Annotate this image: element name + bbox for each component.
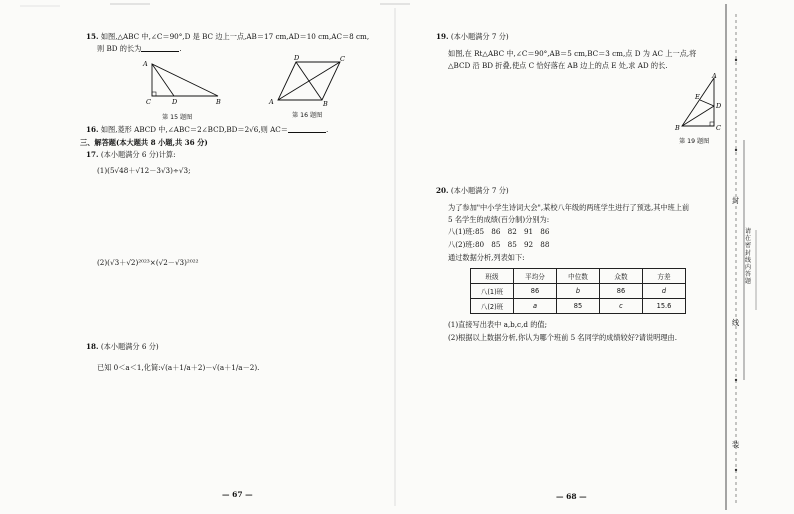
fig16-label-d: D (294, 54, 300, 62)
fig15-label-a: A (143, 60, 148, 68)
table-cell: 86 (600, 284, 643, 299)
q19-line1: 如图,在 Rt△ABC 中,∠C＝90°,AB＝5 cm,BC＝3 cm,点 D 为 AC 上一点,将 (448, 49, 697, 58)
table-header-cell: 方差 (643, 269, 686, 284)
q15-line1: 15. 如图,△ABC 中,∠C＝90°,D 是 BC 边上一点,AB＝17 cm,AD＝10 cm,AC＝8 cm, (86, 32, 370, 41)
table-header-row (471, 269, 686, 284)
table-cell: 八(1)班 (471, 284, 514, 299)
fig16-label-c: C (340, 55, 345, 63)
table-header-cell: 众数 (600, 269, 643, 284)
q20-data-table (470, 268, 686, 314)
q20-line1: 为了参加"中小学生诗词大会",某校八年级的两班学生进行了预选,其中班上前 (448, 203, 690, 212)
fig15-label-d: D (172, 98, 178, 106)
fig16-caption: 第 16 题图 (292, 112, 323, 119)
fig19-label-a: A (712, 72, 717, 80)
table-cell: 85 (557, 299, 600, 314)
binding-lines (714, 0, 794, 514)
q20-part2: (2)根据以上数据分析,你认为哪个班前 5 名同学的成绩较好?请说明理由. (448, 333, 677, 342)
q20-class2-scores: 八(2)班:80 85 85 92 88 (448, 240, 550, 249)
q20-line2: 5 名学生的成绩(百分制)分别为: (448, 215, 550, 224)
binding-char-line: 线 (732, 318, 740, 327)
binding-char-bind: 装 (732, 440, 740, 449)
table-cell: a (514, 299, 557, 314)
table-cell: d (643, 284, 686, 299)
fig19-label-b: B (675, 124, 680, 132)
table-cell: 八(2)班 (471, 299, 514, 314)
fig19-caption: 第 19 题图 (679, 138, 710, 145)
q19-line2: △BCD 沿 BD 折叠,使点 C 恰好落在 AB 边上的点 E 处,求 AD 的长. (448, 61, 668, 70)
table-row (471, 284, 686, 299)
fig19-label-e: E (695, 93, 700, 101)
table-cell: b (557, 284, 600, 299)
q20-title: 20. (本小题满分 7 分) (436, 186, 509, 195)
section-heading: 三、解答题(本大题共 8 小题,共 36 分) (80, 138, 208, 147)
fig15-caption: 第 15 题图 (162, 114, 193, 121)
q17-part1: (1)(5√48＋√12－3√3)÷√3; (97, 166, 191, 175)
fig16-label-a: A (269, 98, 274, 106)
fig16-label-b: B (323, 100, 328, 106)
q18-text: 已知 0＜a＜1,化简:√(a＋1/a＋2)－√(a＋1/a－2). (97, 363, 260, 372)
q17-part2: (2)(√3＋√2)²⁰²³×(√2－√3)²⁰²² (97, 258, 199, 267)
page-number-right: — 68 — (556, 492, 587, 501)
table-cell: 86 (514, 284, 557, 299)
fig19-label-d: D (716, 102, 722, 110)
figure-15 (140, 58, 235, 110)
fig19-label-c: C (716, 124, 721, 132)
binding-char-seal: 封 (732, 196, 740, 205)
table-row (471, 299, 686, 314)
q15-answer-blank[interactable] (141, 44, 179, 52)
binding-margin (714, 0, 794, 514)
figure-16 (268, 54, 348, 106)
q20-line3: 通过数据分析,列表如下: (448, 253, 525, 262)
table-cell: 15.6 (643, 299, 686, 314)
binding-instruction: 请在密封线内答题 (745, 228, 752, 286)
q19-title: 19. (本小题满分 7 分) (436, 32, 509, 41)
table-header-cell: 平均分 (514, 269, 557, 284)
table-header-cell: 班级 (471, 269, 514, 284)
fig15-label-b: B (216, 98, 221, 106)
table-header-cell: 中位数 (557, 269, 600, 284)
q15-line2: 则 BD 的长为 . (97, 44, 182, 53)
page-number-left: — 67 — (222, 490, 253, 499)
fig15-label-c: C (146, 98, 151, 106)
q20-part1: (1)直接写出表中 a,b,c,d 的值; (448, 320, 548, 329)
q16-answer-blank[interactable] (288, 125, 326, 133)
q16: 16. 如图,菱形 ABCD 中,∠ABC＝2∠BCD,BD＝2√6,则 AC＝ . (86, 125, 329, 134)
q17-title: 17. (本小题满分 6 分)计算: (86, 150, 176, 159)
table-cell: c (600, 299, 643, 314)
q20-class1-scores: 八(1)班:85 86 82 91 86 (448, 227, 550, 236)
q18-title: 18. (本小题满分 6 分) (86, 342, 159, 351)
